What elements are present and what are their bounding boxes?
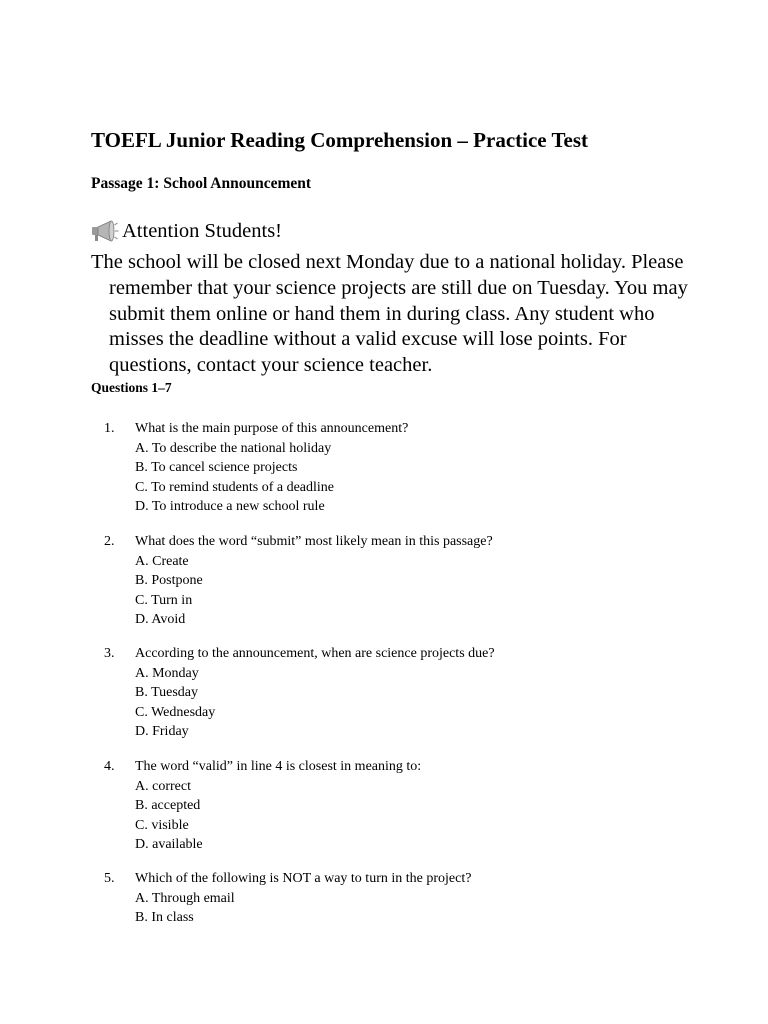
answer-option: A. Through email [135, 890, 235, 906]
question-5 [104, 869, 664, 928]
question-stem: What is the main purpose of this announcement? [135, 421, 409, 436]
passage-text: The school will be closed next Monday due to a national holiday. Please remember that your science projects are still due on Tuesday. You may submit them online or hand them in during class. Any student who misses the deadline without a valid excuse will lose points. For questions, contact your science teacher. [91, 251, 688, 377]
answer-option: D. Avoid [135, 612, 186, 627]
answer-option: B. Tuesday [135, 685, 199, 700]
answer-option: B. To cancel science projects [135, 460, 298, 475]
passage-heading: Passage 1: School Announcement [91, 175, 312, 192]
answer-option: B. Postpone [135, 573, 203, 588]
answer-option: D. Friday [135, 724, 189, 739]
question-3 [104, 644, 664, 742]
question-1 [104, 419, 664, 517]
question-2 [104, 532, 664, 630]
answer-option: A. correct [135, 778, 191, 794]
answer-option: D. available [135, 837, 203, 852]
question-4 [104, 757, 664, 855]
answer-option: C. Turn in [135, 592, 193, 608]
question-stem: According to the announcement, when are science projects due? [135, 646, 495, 661]
answer-option: C. To remind students of a deadline [135, 479, 335, 495]
question-number: 5. [104, 871, 115, 886]
answer-option: A. Create [135, 553, 189, 569]
announcement-heading [91, 218, 282, 244]
questions-heading: Questions 1–7 [91, 380, 172, 395]
question-number: 1. [104, 421, 115, 436]
announcement-heading-text: Attention Students! [122, 219, 283, 242]
answer-option: C. visible [135, 817, 189, 833]
answer-option: D. To introduce a new school rule [135, 499, 325, 514]
answer-option: B. accepted [135, 798, 201, 813]
question-stem: What does the word “submit” most likely mean in this passage? [135, 534, 493, 549]
question-number: 2. [104, 534, 115, 549]
answer-option: B. In class [135, 910, 194, 925]
answer-option: C. Wednesday [135, 704, 216, 720]
question-number: 4. [104, 759, 115, 774]
question-number: 3. [104, 646, 115, 661]
question-stem: Which of the following is NOT a way to turn in the project? [135, 871, 472, 886]
megaphone-icon [91, 218, 119, 244]
answer-option: A. To describe the national holiday [135, 440, 332, 456]
question-stem: The word “valid” in line 4 is closest in meaning to: [135, 759, 422, 774]
answer-option: A. Monday [135, 665, 199, 681]
page-title: TOEFL Junior Reading Comprehension – Practice Test [91, 128, 589, 152]
